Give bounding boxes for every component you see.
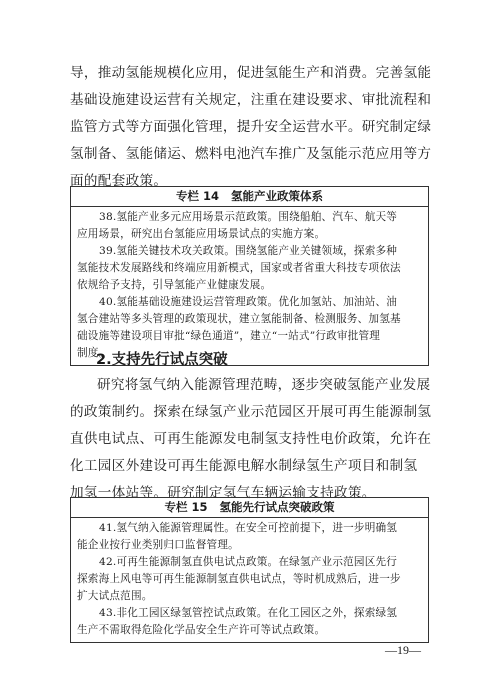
column-title: 氢能产业政策体系: [231, 189, 323, 203]
box-line: 能企业按行业类别归口监督管理。: [77, 539, 239, 551]
column-label: 专栏 15: [164, 500, 208, 514]
column-label: 专栏 14: [175, 189, 219, 203]
box-line: 础设施等建设项目审批“绿色通道”，建立“一站式”行政审批管理: [77, 330, 381, 342]
text-line: 化工园区外建设可再生能源电解水制绿氢生产项目和制氢: [70, 458, 418, 474]
paragraph-hydrogen-infrastructure: [70, 60, 432, 195]
section-heading: 2.支持先行试点突破: [96, 352, 228, 368]
box-line: 探索海上风电等可再生能源制氢直供电试点，等时机成熟后，进一步: [77, 573, 401, 585]
box-line: 41.氢气纳入能源管理属性。在安全可控前提下，进一步明确氢: [99, 522, 398, 534]
box-line: 扩大试点范围。: [77, 590, 153, 602]
column-box-15: [70, 497, 429, 643]
text-line: 监管方式等方面强化管理，提升安全运营水平。研究制定绿: [70, 119, 432, 135]
box-line: 39.氢能关键技术攻关政策。围绕氢能产业关键领域，探索多种: [99, 245, 398, 257]
column-title: 氢能先行试点突破政策: [219, 500, 335, 514]
box-line: 应用场景，研究出台氢能应用场景试点的实施方案。: [77, 228, 326, 240]
text-line: 导，推动氢能规模化应用，促进氢能生产和消费。完善氢能: [70, 65, 432, 81]
column-box-14: [70, 186, 429, 366]
text-line: 加氢一体站等。研究制定氢气车辆运输支持政策。: [70, 485, 376, 501]
text-line: 直供电试点、可再生能源发电制氢支持性电价政策，允许在: [70, 431, 432, 447]
box-line: 43.非化工园区绿氢管控试点政策。在化工园区之外，探索绿氢: [99, 607, 398, 619]
text-line: 研究将氢气纳入能源管理范畴，逐步突破氢能产业发展: [97, 377, 431, 393]
column-box-title: [71, 187, 428, 207]
text-line: 的政策制约。探索在绿氢产业示范园区开展可再生能源制氢: [70, 404, 432, 420]
box-line: 制度。: [77, 347, 110, 359]
column-box-title: [71, 498, 428, 518]
paragraph-pilot-breakthrough: [70, 372, 432, 507]
box-line: 氢合建站等多头管理的政策现状，建立氢能制备、检测服务、加氢基: [77, 313, 401, 325]
box-line: 氢能技术发展路线和终端应用新模式，国家或者省重大科技专项依法: [77, 262, 401, 274]
box-line: 42.可再生能源制氢直供电试点政策。在绿氢产业示范园区先行: [99, 556, 398, 568]
box-line: 40.氢能基础设施建设运营管理政策。优化加氢站、加油站、油: [99, 296, 398, 308]
box-line: 38.氢能产业多元应用场景示范政策。围绕船舶、汽车、航天等: [99, 211, 398, 223]
text-line: 基础设施建设运营有关规定，注重在建设要求、审批流程和: [70, 92, 432, 108]
box-line: 依规给予支持，引导氢能产业健康发展。: [77, 279, 272, 291]
page-number: —19—: [385, 643, 421, 657]
text-line: 面的配套政策。: [70, 173, 168, 189]
text-line: 氢制备、氢能储运、燃料电池汽车推广及氢能示范应用等方: [70, 146, 432, 162]
box-line: 生产不需取得危险化学品安全生产许可等试点政策。: [77, 624, 326, 636]
